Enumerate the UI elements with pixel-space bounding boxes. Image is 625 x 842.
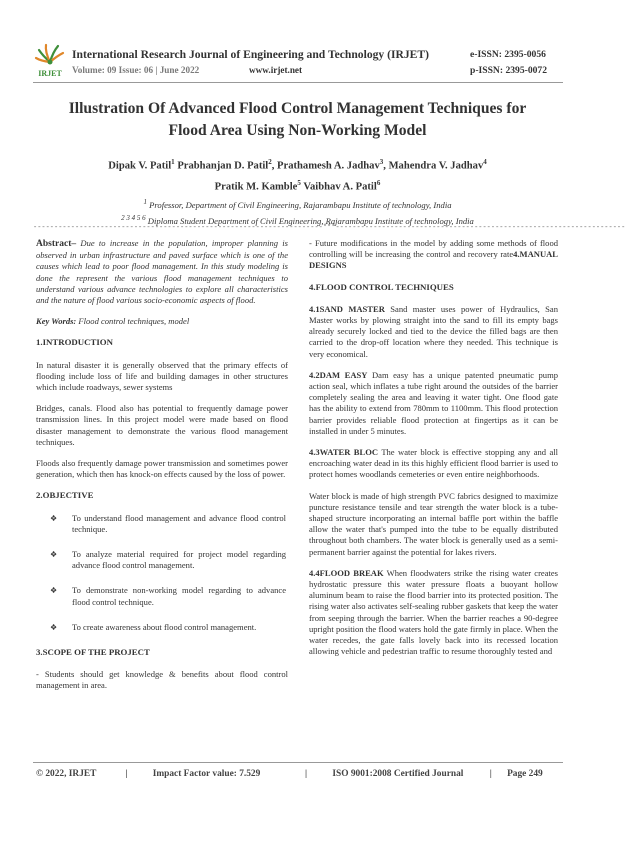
list-item-text: To create awareness about flood control management. [72, 621, 257, 632]
technique-flood-break [309, 568, 558, 658]
author-name: Vaibhav A. Patil [303, 181, 377, 193]
irjet-logo-icon [33, 42, 67, 78]
journal-title: International Research Journal of Engineering and Technology (IRJET) [72, 48, 429, 61]
technique-water-bloc [309, 447, 558, 481]
author-sup: 4 [483, 158, 487, 166]
list-item [36, 585, 288, 607]
page-number: Page 249 [507, 769, 543, 779]
abstract-text: Due to increase in the population, improper planning is observed in urban infrastructure and paved surface which is one of the causes which lead to poor flood management. In this study modeling is done the represent the various flood management techniques to understand various advance technologies to explore all characteristics and the nature of flood various socio-economic aspects of flood. [36, 238, 288, 306]
diamond-bullet-icon: ❖ [50, 550, 58, 560]
affiliation-sup: 2 3 4 5 6 [121, 213, 146, 222]
keywords-text: Flood control techniques, model [78, 316, 190, 327]
paragraph: Water block is made of high strength PVC fabrics designed to maximize puncture resistance tensile and tear strength the water block is a tube-shaped structure incorporating an internal baffle port within the baffle allow the water that's pumped into the tube to be equally distributed throughout both chambers. The water block is generally used as a semi-permanent barrier against the potential for lakes rivers. [309, 490, 558, 557]
diamond-bullet-icon: ❖ [50, 586, 58, 596]
header-divider [33, 82, 563, 83]
paragraph: - Students should get knowledge & benefits about flood control management in area. [36, 669, 288, 691]
subheading: 4.1SAND MASTER [309, 303, 385, 314]
affiliation-sup: 1 [143, 198, 147, 206]
paragraph: Floods also frequently damage power transmission and sometimes power generation, which then has knock-on effects caused by the loss of power. [36, 458, 288, 480]
e-issn: e-ISSN: 2395-0056 [470, 49, 546, 60]
title-line-2: Flood Area Using Non-Working Model [168, 122, 427, 139]
author-name: Prabhanjan D. Patil [177, 160, 269, 172]
technique-dam-easy [309, 370, 558, 437]
author-name: Prathamesh A. Jadhav [277, 160, 380, 172]
authors-line-1: Dipak V. Patil$^1$ Prabhanjan D. Patil$^2$, Prathamesh A. Jadhav$^3$, Mahendra V. Jadhav$^4$ [108, 158, 487, 172]
abstract [36, 238, 288, 306]
author-sup: 5 [297, 178, 301, 187]
author-name: Dipak V. Patil [108, 160, 172, 172]
footer-iso: ISO 9001:2008 Certified Journal [332, 769, 464, 779]
author-sup: 1 [171, 158, 175, 166]
subheading: 4.2DAM EASY [309, 369, 368, 380]
affiliation-text: Diploma Student Department of Civil Engineering, Rajarambapu Institute of technology, India [147, 215, 474, 226]
title-line-1: Illustration Of Advanced Flood Control Management Techniques for [68, 100, 527, 117]
technique-sand-master [309, 304, 558, 360]
section-heading-techniques: 4.FLOOD CONTROL TECHNIQUES [309, 281, 454, 292]
p-issn: p-ISSN: 2395-0072 [470, 65, 548, 76]
journal-website-link[interactable]: www.irjet.net [249, 65, 303, 75]
abstract-label: Abstract– [36, 239, 77, 249]
section-heading-scope: 3.SCOPE OF THE PROJECT [36, 647, 150, 658]
paragraph: In natural disaster it is generally observed that the primary effects of flooding include loss of life and building damages in other structures which include roadways, sewer systems [36, 359, 288, 393]
diamond-bullet-icon: ❖ [50, 622, 58, 632]
list-item [36, 622, 288, 633]
paragraph: Bridges, canals. Flood also has potential to frequently damage power transmission lines. In this project model were made based on flood disaster management to demonstrate the various flood management techniques. [36, 403, 288, 447]
section-heading-objective: 2.OBJECTIVE [36, 490, 94, 501]
section-heading-introduction: 1.INTRODUCTION [36, 337, 113, 348]
subheading: 4.3WATER BLOC [309, 447, 379, 458]
affiliations [40, 196, 555, 228]
logo-text: IRJET [38, 69, 62, 78]
footer-impact-factor: Impact Factor value: 7.529 [152, 769, 261, 779]
footer-separator: | [125, 769, 128, 779]
list-item-text: To analyze material required for project model regarding advance flood control management. [72, 549, 286, 571]
paragraph [309, 238, 558, 272]
subheading: 4.4FLOOD BREAK [309, 567, 384, 578]
author-sup: 3 [379, 158, 384, 166]
section-separator: ---------------------------------------------------------------------***--------------------------------------------------------------------- [33, 224, 625, 232]
list-item-text: To understand flood management and advance flood control technique. [72, 512, 286, 534]
list-item [36, 549, 288, 571]
scope-text: - Future modifications in the model by adding some methods of flood controlling will be increasing the control and recovery rate [309, 238, 558, 260]
author-list [40, 154, 555, 195]
technique-text: Sand master uses power of Hydraulics, San Master works by plowing straight into the sand to fill its empty bags already securely locked and tied to the device the filled bags are then carried to the drop-off location where they needed. This technique is very economical. [309, 303, 558, 359]
left-column [36, 238, 288, 702]
author-sup: 2 [268, 158, 272, 166]
footer-separator: | [305, 769, 308, 779]
footer-separator: | [489, 769, 492, 779]
right-column [309, 238, 558, 668]
keywords [36, 316, 288, 327]
list-item-text: To demonstrate non-working model regarding to advance flood control technique. [72, 585, 286, 607]
author-name: Mahendra V. Jadhav [388, 160, 484, 172]
technique-text: When floodwaters strike the rising water creates hydrostatic pressure this water pressure floats a buoyant hollow aluminum beam to raise the flood barrier into its protected position. The rising water also activates self-sealing rubber gaskets that keep the water from seeping through the barrier. When the barrier reaches a 90-degree upright position the flood waters hold the gate firmly in place. When the water recedes, the gate falls lovely back into its recessed location allowing vehicle and pedestrian traffic to resume thoroughly tested and [309, 567, 558, 657]
objective-list [36, 513, 288, 633]
authors-line-2 [40, 175, 555, 196]
manual-designs-heading: 4.MANUAL DESIGNS [309, 249, 558, 271]
volume-issue: Volume: 09 Issue: 06 | June 2022 [72, 65, 200, 75]
paper-title [40, 98, 555, 142]
keywords-label: Key Words: [36, 316, 77, 327]
author-name: Pratik M. Kamble [214, 181, 298, 193]
affiliation-text: Professor, Department of Civil Engineering, Rajarambapu Institute of technology, India [149, 199, 452, 210]
footer-divider [33, 762, 563, 763]
diamond-bullet-icon: ❖ [50, 513, 58, 523]
technique-text: Dam easy has a unique patented pneumatic pump action seal, which inflates a tube right around the outsides of the barrier completely sealing the area and leaving it water tight. One flood gate has the ability to extend from 780mm to 1100mm. This flood protection barrier provides reliable flood protection at fingertips as it can be installed in under 5 minutes. [309, 369, 559, 436]
author-sup: 6 [376, 178, 381, 187]
affiliation-1 [40, 196, 555, 212]
technique-text: The water block is effective stopping any and all encroaching water dead in its this highly efficient flood barrier is used to protect homes woodlands cemeteries or even entire neighborhoods. [309, 447, 559, 480]
page-footer [36, 769, 561, 779]
list-item [36, 513, 288, 535]
footer-copyright: © 2022, IRJET [36, 769, 97, 779]
